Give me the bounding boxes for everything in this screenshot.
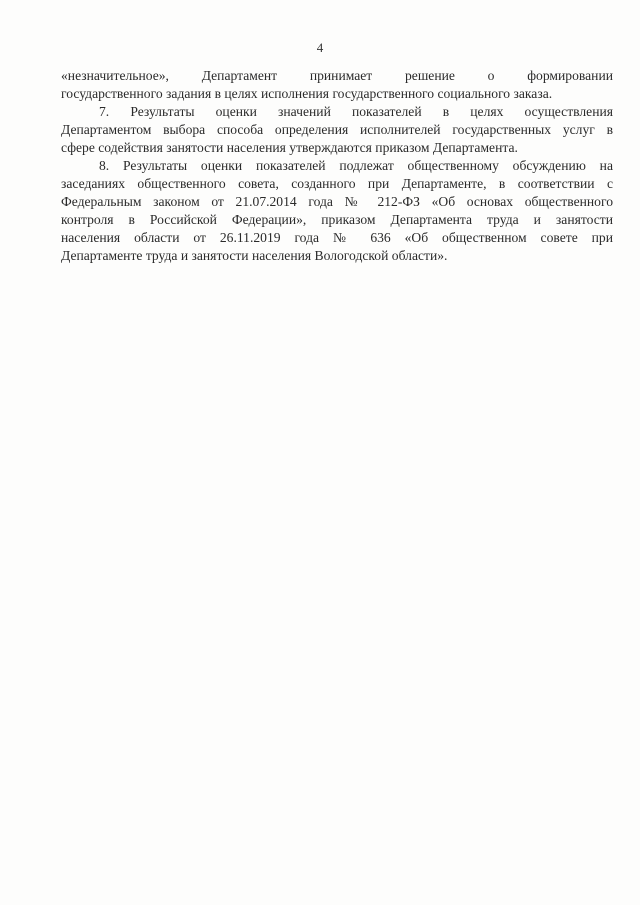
document-body: [61, 67, 613, 265]
text-line: населения области от 26.11.2019 года № 636 «Об общественном совете при: [61, 230, 613, 245]
text-line: сфере содействия занятости населения утверждаются приказом Департамента.: [61, 140, 518, 155]
text-line: государственного задания в целях исполнения государственного социального заказа.: [61, 86, 553, 101]
text-line: 8. Результаты оценки показателей подлежат общественному обсуждению на: [99, 158, 613, 173]
text-line: контроля в Российской Федерации», приказом Департамента труда и занятости: [61, 212, 613, 227]
text-line: «незначительное», Департамент принимает решение о формировании: [61, 68, 613, 83]
page-number: 4: [316, 40, 324, 55]
text-line: 7. Результаты оценки значений показателей в целях осуществления: [99, 104, 613, 119]
text-line: Департаменте труда и занятости населения Вологодской области».: [61, 248, 448, 263]
text-line: Департаментом выбора способа определения исполнителей государственных услуг в: [61, 122, 613, 137]
text-line: Федеральным законом от 21.07.2014 года № 212-ФЗ «Об основах общественного: [61, 194, 613, 209]
text-line: заседаниях общественного совета, созданного при Департаменте, в соответствии с: [61, 176, 613, 191]
